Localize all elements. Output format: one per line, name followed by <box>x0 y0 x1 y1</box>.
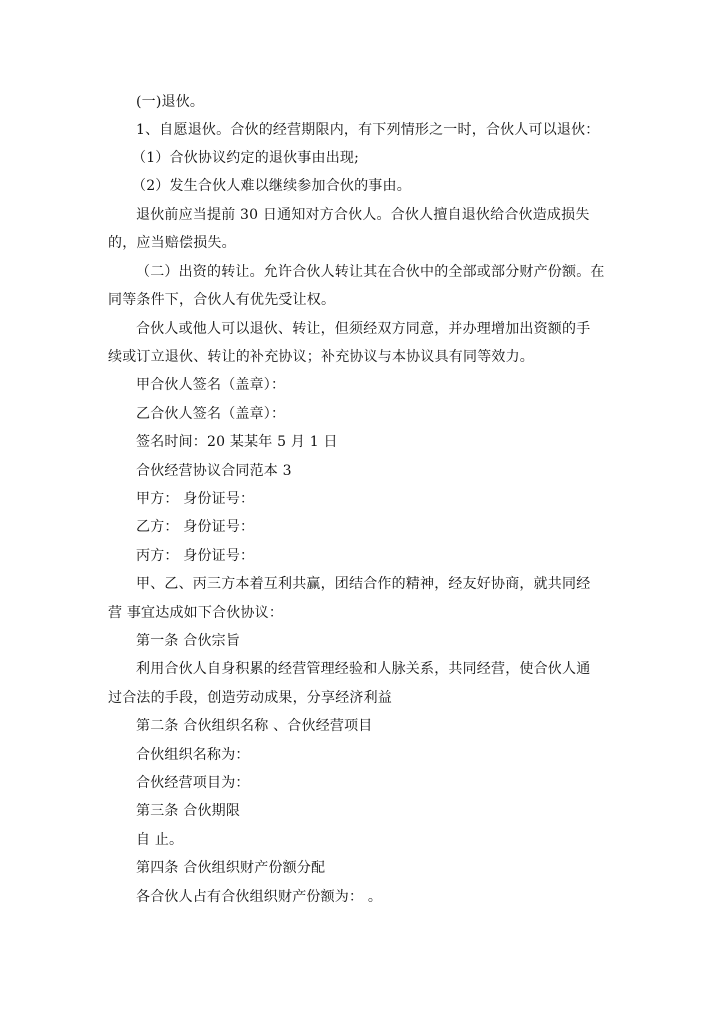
article-1-body-line-1: 利用合伙人自身积累的经营管理经验和人脉关系，共同经营，使合伙人通 <box>136 661 591 677</box>
list-item-withdrawal-reason-1: （1）合伙协议约定的退伙事由出现; <box>132 150 360 166</box>
article-1-heading: 第一条 合伙宗旨 <box>136 633 241 649</box>
party-c-id: 丙方： 身份证号： <box>136 548 255 564</box>
list-item-withdrawal-reason-2: （2）发生合伙人难以继续参加合伙的事由。 <box>132 178 411 194</box>
paragraph-notice-line-2: 的，应当赔偿损失。 <box>108 235 236 251</box>
party-a-id: 甲方： 身份证号： <box>136 491 255 507</box>
property-share-field: 各合伙人占有合伙组织财产份额为： 。 <box>136 889 383 905</box>
signature-date: 签名时间：20 某某年 5 月 1 日 <box>136 434 338 450</box>
paragraph-preamble-line-1: 甲、乙、丙三方本着互利共赢，团结合作的精神，经友好协商，就共同经 <box>136 576 591 592</box>
paragraph-agreement-line-1: 合伙人或他人可以退伙、转让，但须经双方同意，并办理增加出资额的手 <box>136 321 591 337</box>
paragraph-withdrawal-heading: (一)退伙。 <box>136 94 205 110</box>
signature-partner-a: 甲合伙人签名（盖章）： <box>136 377 286 393</box>
organization-name-field: 合伙组织名称为： <box>136 747 250 763</box>
party-b-id: 乙方： 身份证号： <box>136 519 255 535</box>
article-1-body-line-2: 过合法的手段，创造劳动成果，分享经济利益 <box>108 690 392 706</box>
article-3-heading: 第三条 合伙期限 <box>136 803 241 819</box>
paragraph-transfer-line-2: 同等条件下，合伙人有优先受让权。 <box>108 292 336 308</box>
signature-partner-b: 乙合伙人签名（盖章）： <box>136 406 286 422</box>
paragraph-agreement-line-2: 续或订立退伙、转让的补充协议；补充协议与本协议具有同等效力。 <box>108 349 534 365</box>
business-project-field: 合伙经营项目为： <box>136 775 250 791</box>
paragraph-notice-line-1: 退伙前应当提前 30 日通知对方合伙人。合伙人擅自退伙给合伙造成损失 <box>136 207 590 223</box>
paragraph-preamble-line-2: 营 事宜达成如下合伙协议： <box>108 605 284 621</box>
article-2-heading: 第二条 合伙组织名称 、合伙经营项目 <box>136 718 373 734</box>
article-4-heading: 第四条 合伙组织财产份额分配 <box>136 860 326 876</box>
contract-template-title: 合伙经营协议合同范本 3 <box>136 463 292 479</box>
term-period-field: 自 止。 <box>136 832 184 848</box>
paragraph-voluntary-withdrawal: 1、自愿退伙。合伙的经营期限内，有下列情形之一时，合伙人可以退伙： <box>136 122 600 138</box>
paragraph-transfer-line-1: （二）出资的转让。允许合伙人转让其在合伙中的全部或部分财产份额。在 <box>136 264 605 280</box>
